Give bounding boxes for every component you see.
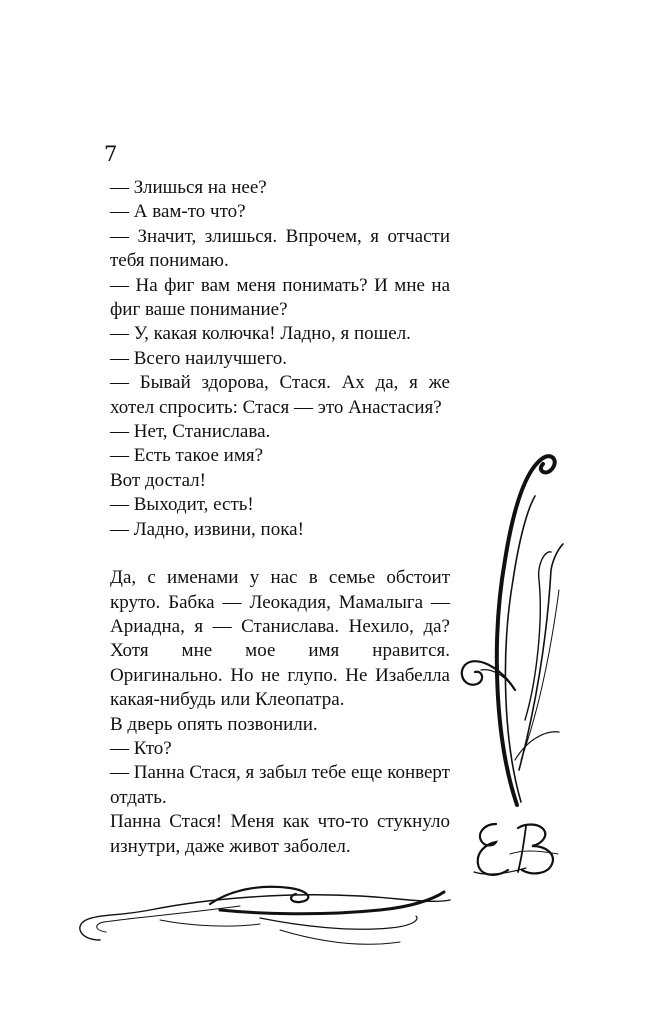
paragraph: — А вам-то что? [110,201,246,223]
paragraph: — У, какая колючка! Ладно, я пошел. [110,323,411,345]
flourish-horizontal-icon [60,870,460,960]
paragraph: — Кто? [110,737,172,759]
flourish-vertical-icon [455,440,565,810]
paragraph: — Панна Стася, я забыл тебе еще конверт отдать. [110,762,450,808]
paragraph: — Есть такое имя? [110,445,264,467]
paragraph: — Значит, злишься. Впрочем, я отчасти тебя понимаю. [110,225,450,272]
paragraph: — Всего наилучшего. [110,347,288,369]
text-block [110,176,450,859]
page-number: 7 [104,142,118,166]
paragraph: — Ладно, извини, пока! [110,518,304,540]
paragraph: В дверь опять позвонили. [110,713,318,735]
paragraph: Вот достал! [110,469,206,491]
paragraph: Да, с именами у нас в семье обстоит круто. Бабка — Леокадия, Мамалыга — Ариадна, я — Станислава. Нехило, да? Хотя мне мое имя нравится. Оригинально. Но не глупо. Не Изабелла какая-нибудь или Клеопатра. [110,567,450,711]
paragraph: Панна Стася! Меня как что-то стукнуло изнутри, даже живот заболел. [110,811,450,857]
paragraph: — Бывай здорова, Стася. Ах да, я же хотел спросить: Стася — это Анастасия? [110,372,450,418]
paragraph: — Выходит, есть! [110,494,254,516]
monogram-icon [466,814,566,884]
paragraph: — Злишься на нее? [110,177,267,198]
paragraph: — На фиг вам меня понимать? И мне на фиг ваше понимание? [110,274,450,321]
section-break [110,542,450,566]
paragraph: — Нет, Станислава. [110,421,271,443]
